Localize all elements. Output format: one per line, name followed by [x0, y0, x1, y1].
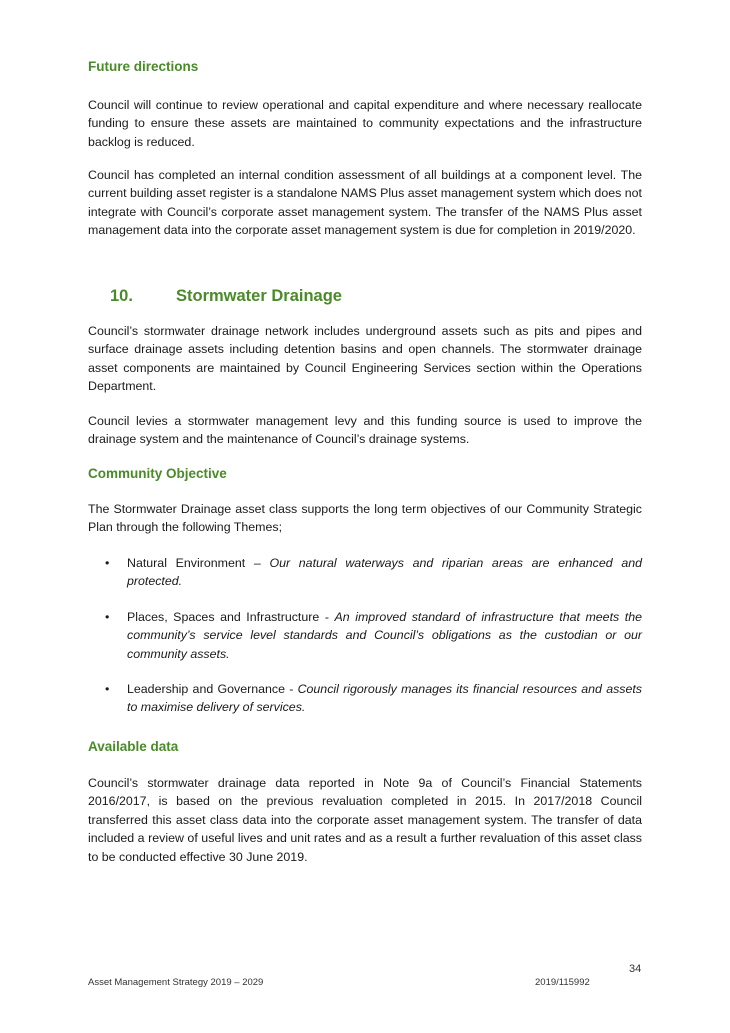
section-number: 10.: [110, 287, 133, 305]
page-number: 34: [629, 963, 642, 975]
section-title: Stormwater Drainage: [176, 287, 342, 305]
themes-list: [88, 554, 642, 717]
bullet-icon: •: [105, 682, 110, 697]
community-objective-heading: Community Objective: [88, 466, 227, 481]
footer-document-reference: 2019/115992: [535, 977, 590, 988]
available-data-heading: Available data: [88, 739, 179, 754]
theme-description: Council rigorously manages its financial resources and assets to maximise delivery of services.: [127, 682, 642, 715]
bullet-icon: •: [105, 609, 110, 624]
future-directions-heading: Future directions: [88, 59, 199, 74]
bullet-icon: •: [105, 556, 110, 570]
footer-document-title: Asset Management Strategy 2019 – 2029: [88, 977, 264, 988]
community-objective-intro: The Stormwater Drainage asset class supports the long term objectives of our Community Strategic Plan through the following Themes;: [88, 502, 642, 535]
list-item: [88, 608, 642, 663]
theme-description: An improved standard of infrastructure that meets the community’s service level standards and Council’s obligations as the custodian or our community assets.: [127, 609, 642, 661]
stormwater-paragraph-1: Council’s stormwater drainage network includes underground assets such as pits and pipes and surface drainage assets including detention basins and open channels. The stormwater drainage asset components are maintained by Council Engineering Services section within the Operations Department.: [88, 324, 642, 394]
theme-name: Places, Spaces and Infrastructure -: [127, 609, 335, 624]
theme-name: Natural Environment –: [127, 556, 270, 570]
list-item: [88, 680, 642, 717]
available-data-paragraph: Council’s stormwater drainage data reported in Note 9a of Council’s Financial Statements 2016/2017, is based on the previous revaluation completed in 2015. In 2017/2018 Council transferred this asset class data into the corporate asset management system. The transfer of data included a review of useful lives and unit rates and as a result a further revaluation of this asset class to be conducted effective 30 June 2019.: [88, 776, 642, 864]
future-directions-paragraph-1: Council will continue to review operational and capital expenditure and where necessary reallocate funding to ensure these assets are maintained to community expectations and the infrastructure backlog is reduced.: [88, 98, 642, 149]
list-item: [88, 554, 642, 591]
stormwater-paragraph-2: Council levies a stormwater management levy and this funding source is used to improve the drainage system and the maintenance of Council’s drainage systems.: [88, 414, 642, 447]
theme-name: Leadership and Governance -: [127, 682, 298, 697]
future-directions-paragraph-2: Council has completed an internal condition assessment of all buildings at a component level. The current building asset register is a standalone NAMS Plus asset management system which does not integrate with Council’s corporate asset management system. The transfer of the NAMS Plus asset management data into the corporate asset management system is due for completion in 2019/2020.: [88, 168, 642, 238]
theme-description: Our natural waterways and riparian areas are enhanced and protected.: [127, 556, 642, 589]
section-heading: [110, 287, 342, 306]
